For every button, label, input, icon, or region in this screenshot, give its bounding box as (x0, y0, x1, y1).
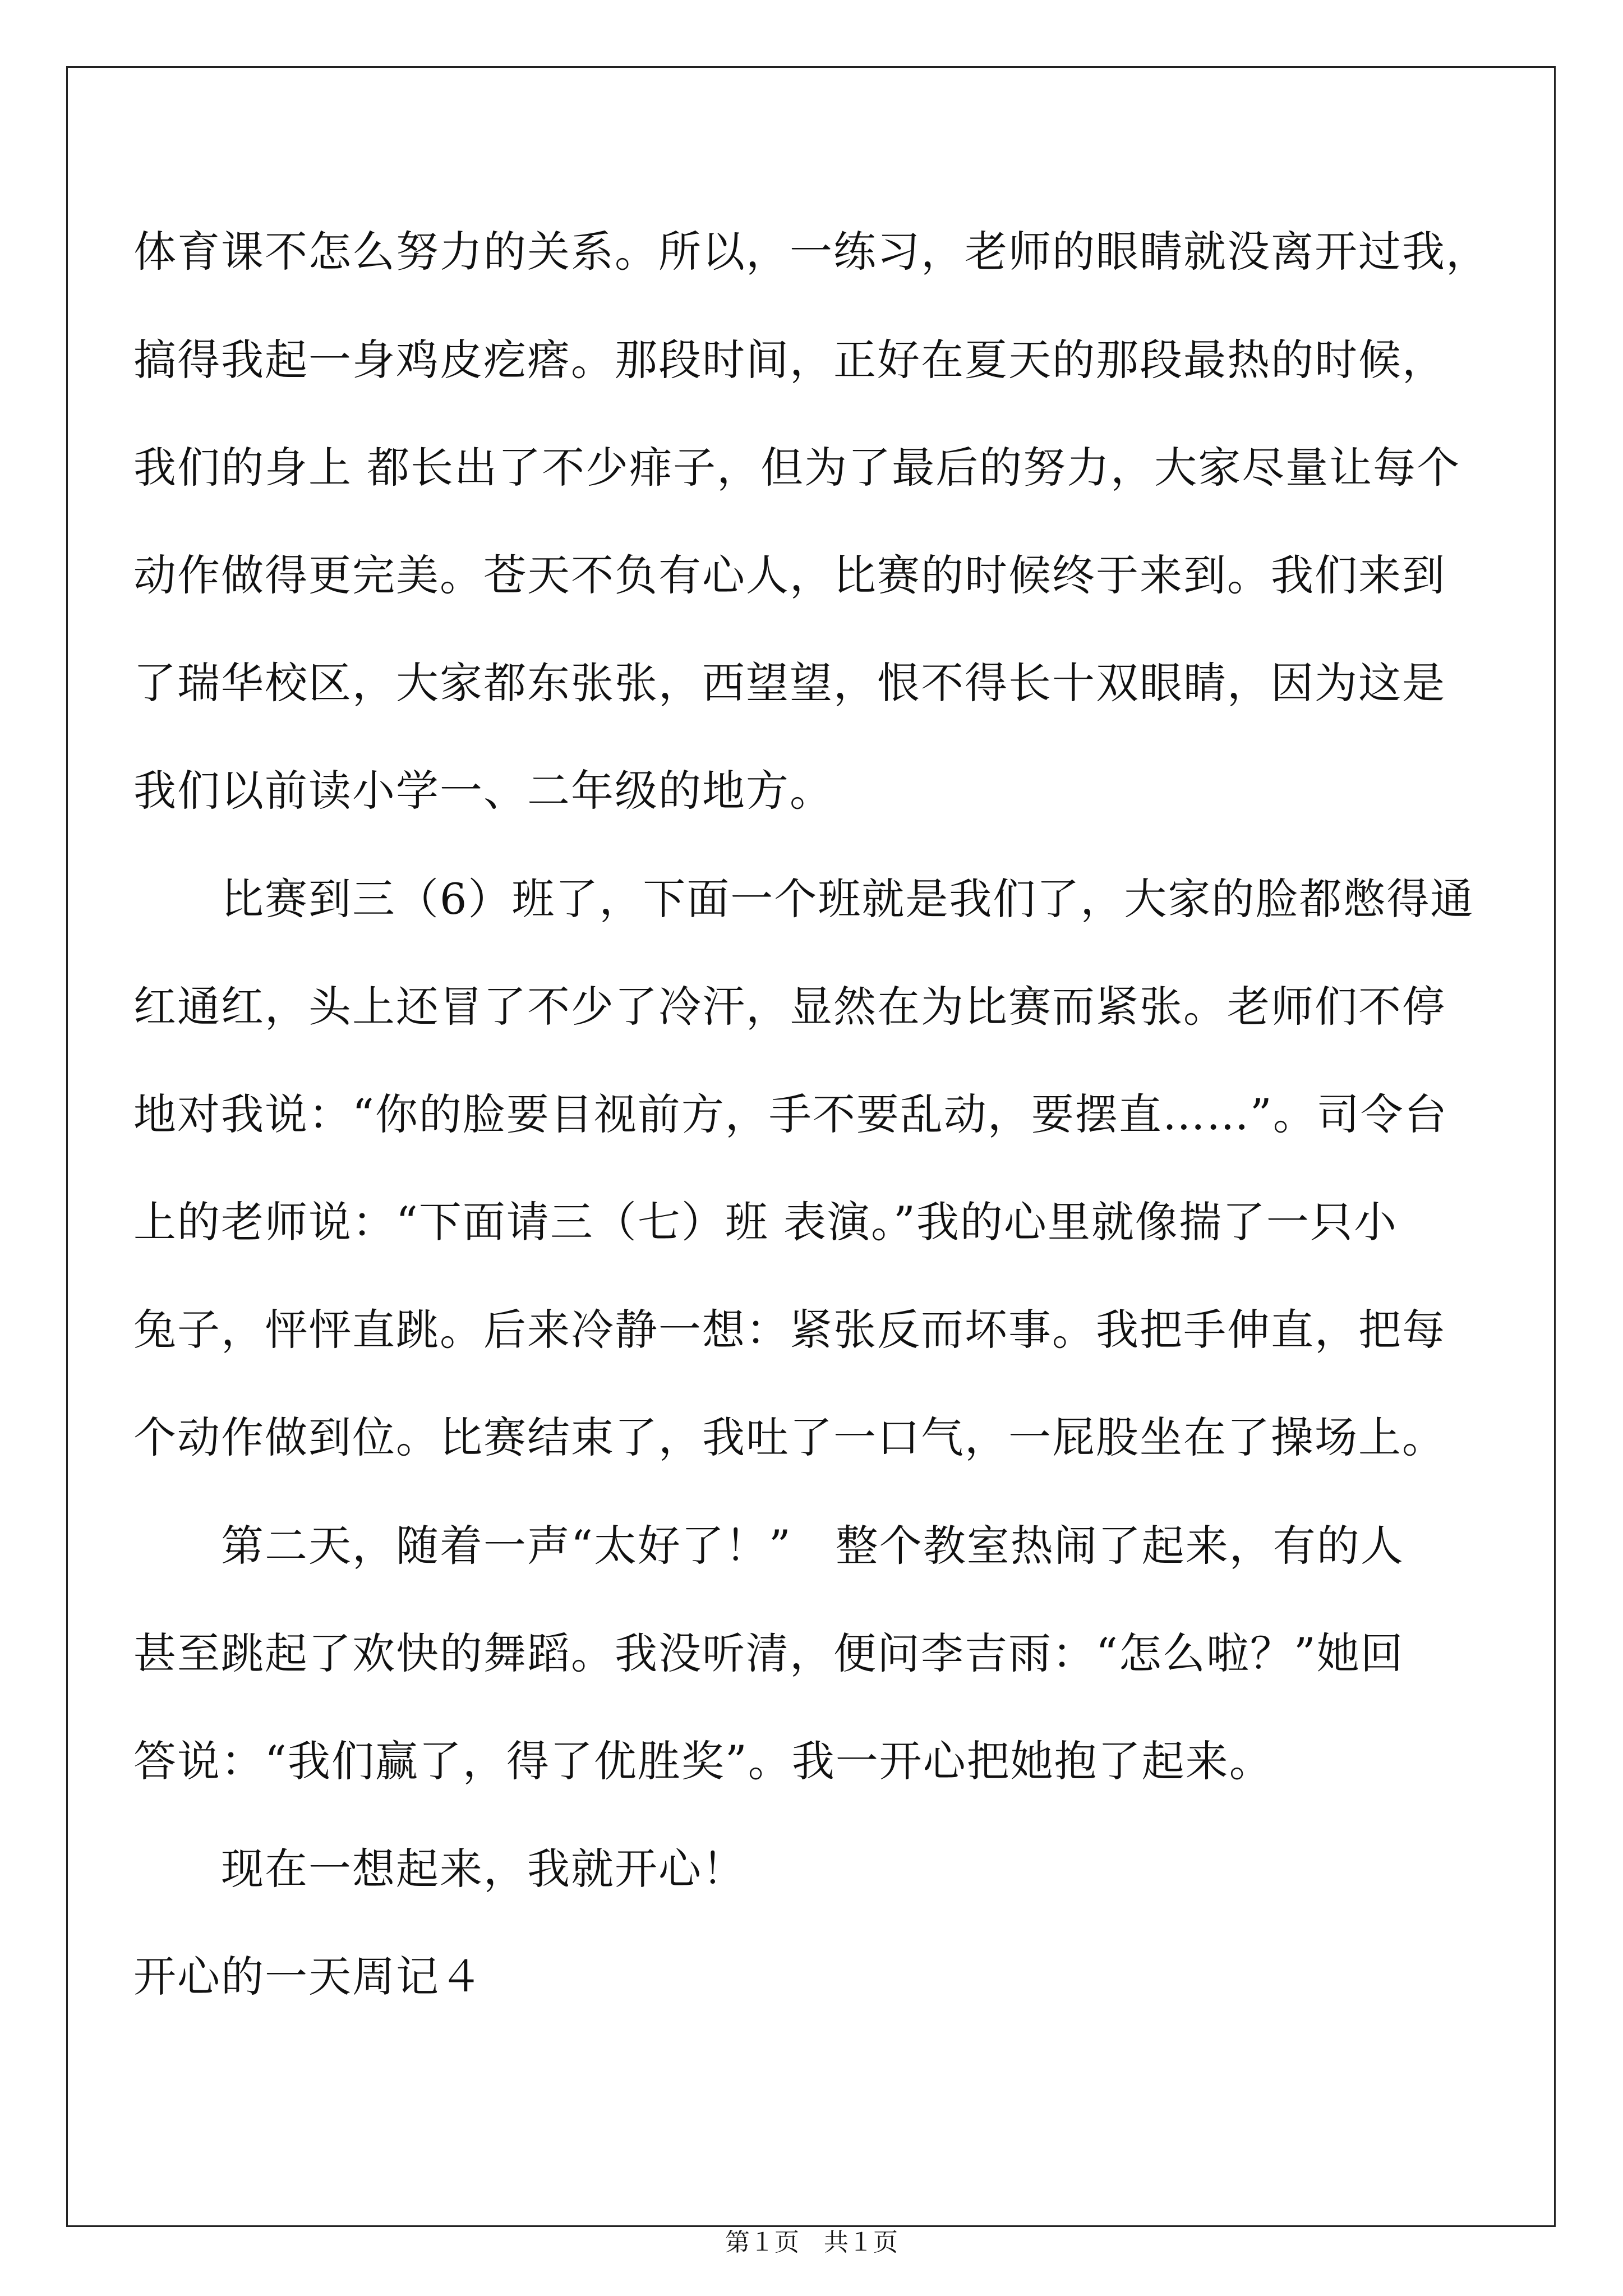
text-line: 动作做得更完美。苍天不负有心人，比赛的时候终于来到。我们来到 (133, 550, 1446, 600)
text-line: 第二天，随着一声“太好了！” 整个教室热闹了起来，有的人 (133, 1521, 1404, 1571)
text-line: 了瑞华校区，大家都东张张，西望望，恨不得长十双眼睛，因为这是 (133, 658, 1446, 708)
text-line: 搞得我起一身鸡皮疙瘩。那段时间，正好在夏天的那段最热的时候， (133, 335, 1446, 385)
section-heading: 开心的一天周记４ (133, 1952, 483, 2001)
page-footer: 第１页 共１页 (725, 2228, 898, 2257)
text-line: 现在一想起来，我就开心！ (133, 1844, 746, 1894)
text-line: 比赛到三（6）班了，下面一个班就是我们了，大家的脸都憋得通 (133, 874, 1474, 924)
text-line: 个动作做到位。比赛结束了，我吐了一口气，一屁股坐在了操场上。 (133, 1412, 1446, 1462)
text-line: 红通红，头上还冒了不少了冷汗，显然在为比赛而紧张。老师们不停 (133, 982, 1446, 1032)
text-line: 兔子，怦怦直跳。后来冷静一想：紧张反而坏事。我把手伸直，把每 (133, 1305, 1446, 1355)
text-line: 上的老师说：“下面请三（七）班 表演。”我的心里就像揣了一只小 (133, 1197, 1398, 1247)
text-line: 我们的身上 都长出了不少痱子，但为了最后的努力，大家尽量让每个 (133, 443, 1461, 493)
text-line: 我们以前读小学一、二年级的地方。 (133, 766, 833, 816)
text-line: 甚至跳起了欢快的舞蹈。我没听清，便问李吉雨：“怎么啦？”她回 (133, 1628, 1404, 1678)
text-line: 答说：“我们赢了，得了优胜奖”。我一开心把她抱了起来。 (133, 1736, 1273, 1786)
text-line: 体育课不怎么努力的关系。所以，一练习，老师的眼睛就没离开过我， (133, 227, 1490, 277)
text-line: 地对我说：“你的脸要目视前方，手不要乱动，要摆直……”。司令台 (133, 1089, 1448, 1139)
